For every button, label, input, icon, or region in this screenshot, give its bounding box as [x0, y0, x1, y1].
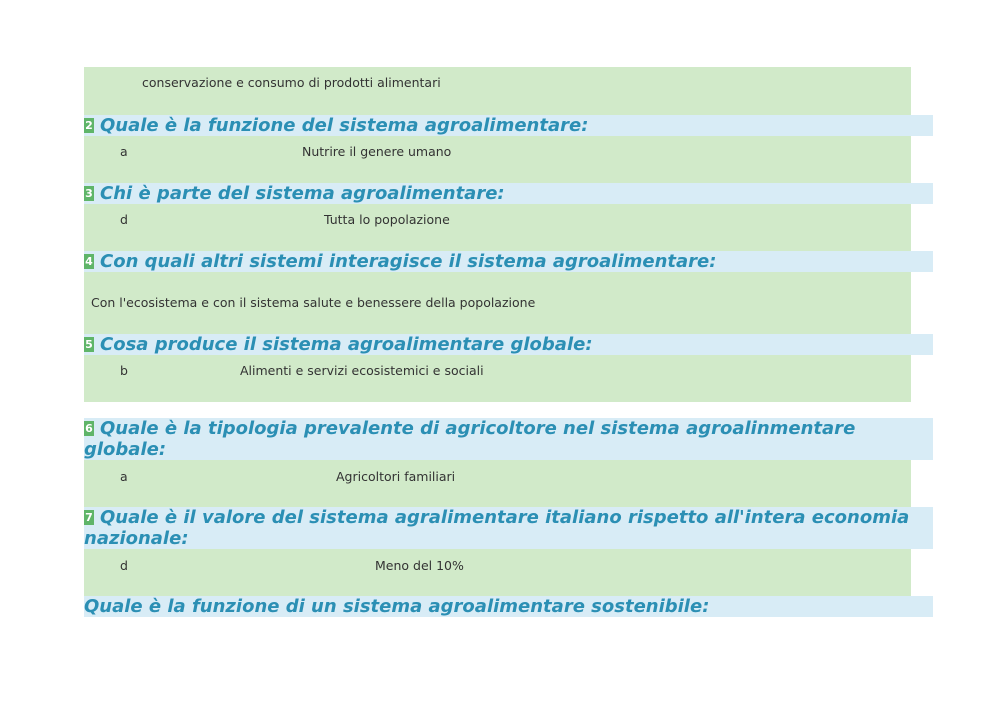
answer-letter-6: a — [120, 469, 128, 484]
answer-text-1: conservazione e consumo di prodotti alimentari — [142, 75, 441, 90]
question-number-badge: 6 — [85, 422, 93, 435]
question-text: Cosa produce il sistema agroalimentare globale: — [100, 334, 593, 355]
answer-block-7 — [84, 549, 911, 596]
question-5 — [84, 334, 933, 355]
answer-letter-5: b — [120, 363, 128, 378]
question-number-badge: 4 — [85, 255, 93, 268]
answer-block-6 — [84, 460, 911, 507]
question-2 — [84, 115, 933, 136]
answer-text-2: Nutrire il genere umano — [302, 144, 452, 159]
answer-text-5: Alimenti e servizi ecosistemici e sociali — [240, 363, 484, 378]
question-6 — [84, 418, 933, 460]
question-7 — [84, 507, 933, 549]
answer-block-3 — [84, 204, 911, 251]
answer-text-3: Tutta lo popolazione — [324, 212, 450, 227]
answer-letter-2: a — [120, 144, 128, 159]
question-3 — [84, 183, 933, 204]
question-text: Quale è la funzione di un sistema agroalimentare sostenibile: — [84, 596, 710, 617]
answer-text-4: Con l'ecosistema e con il sistema salute e benessere della popolazione — [91, 295, 536, 310]
question-number-badge: 2 — [85, 119, 93, 132]
question-4 — [84, 251, 933, 272]
answer-letter-3: d — [120, 212, 128, 227]
question-text: Con quali altri sistemi interagisce il sistema agroalimentare: — [100, 251, 717, 272]
question-text: Quale è la funzione del sistema agroalimentare: — [100, 115, 589, 136]
question-number-badge: 3 — [85, 187, 93, 200]
question-text: Quale è il valore del sistema agralimentare italiano rispetto all'intera economia nazionale: — [84, 507, 910, 549]
question-number-badge: 5 — [85, 338, 93, 351]
question-text: Quale è la tipologia prevalente di agricoltore nel sistema agroalinmentare globale: — [84, 418, 856, 460]
question-number-badge: 7 — [85, 511, 93, 524]
answer-text-6: Agricoltori familiari — [336, 469, 456, 484]
answer-block-2 — [84, 136, 911, 183]
answer-text-7: Meno del 10% — [375, 558, 464, 573]
answer-letter-7: d — [120, 558, 128, 573]
question-text: Chi è parte del sistema agroalimentare: — [100, 183, 505, 204]
question-8 — [84, 596, 933, 617]
answer-block-5 — [84, 355, 911, 402]
